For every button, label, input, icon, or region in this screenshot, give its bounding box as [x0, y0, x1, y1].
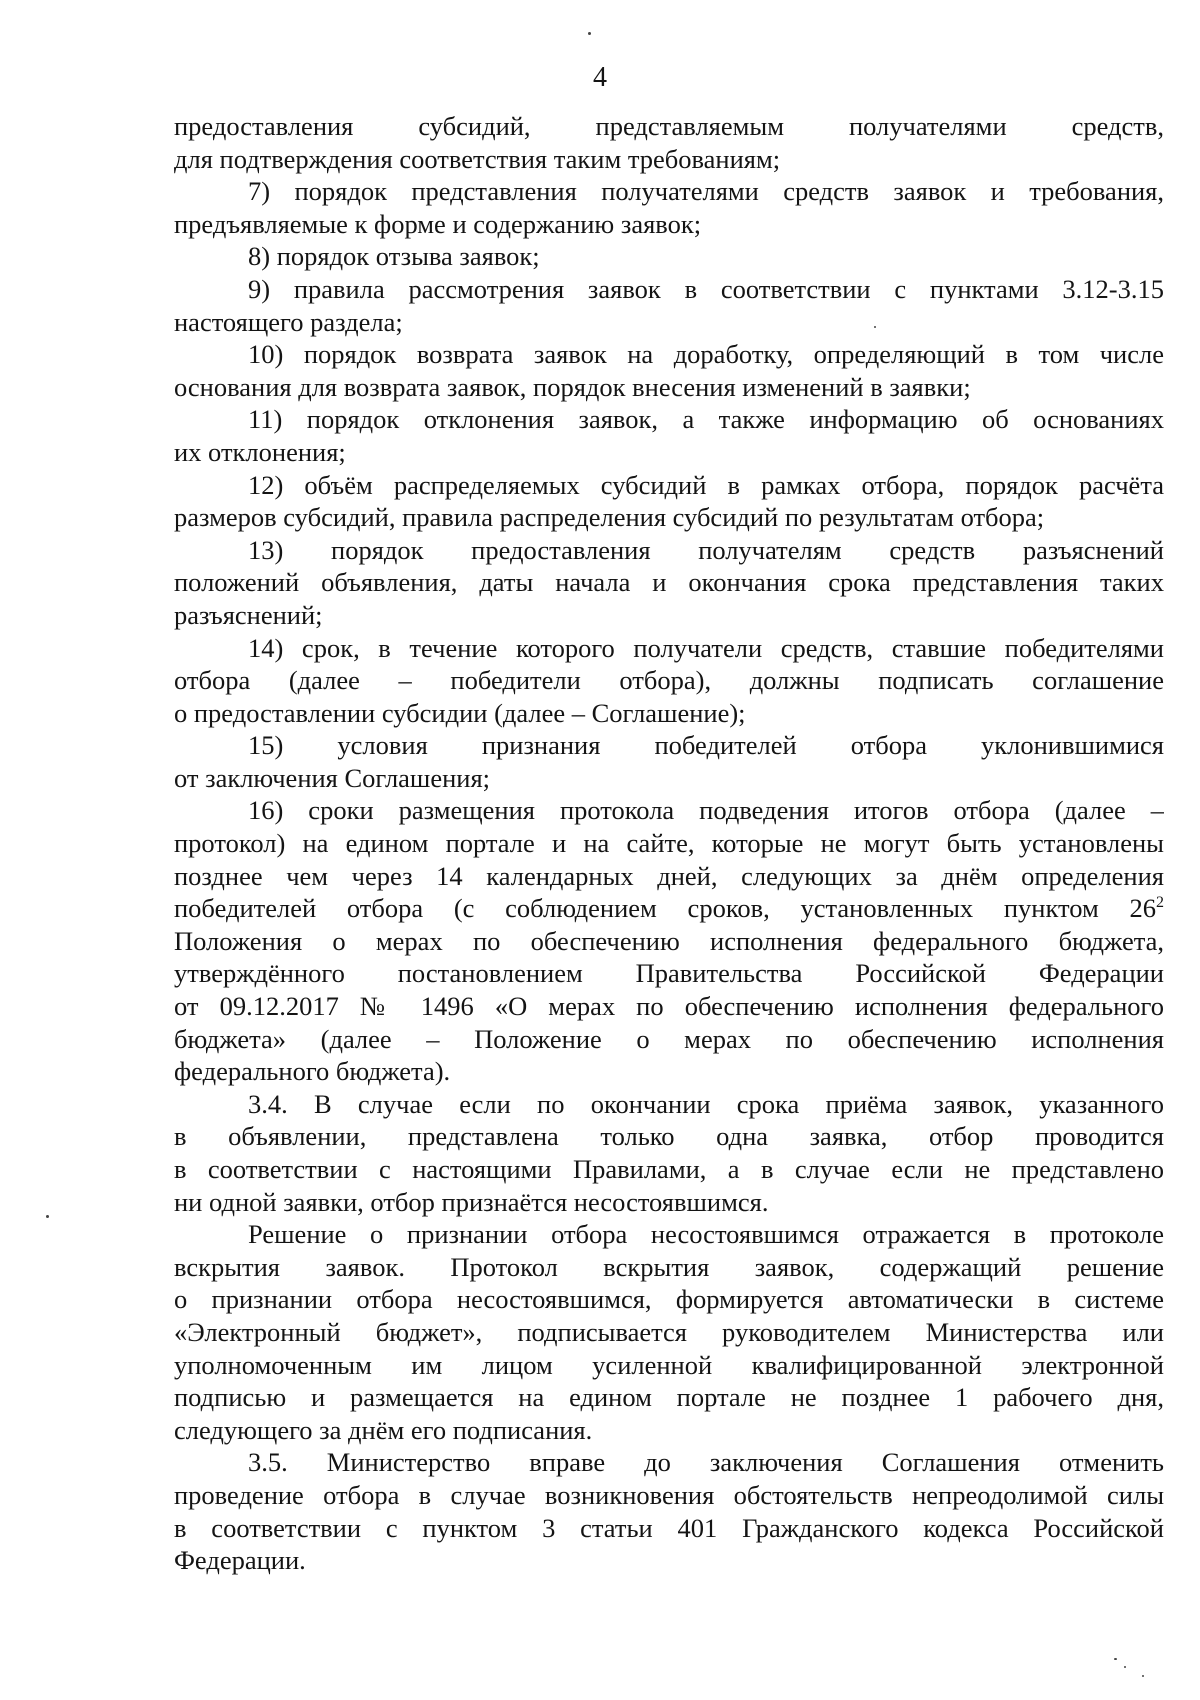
paragraph-item-16	[174, 794, 1164, 1087]
text-line: 9) правила рассмотрения заявок в соответствии с пунктами 3.12-3.15	[248, 273, 1164, 304]
text-line: их отклонения;	[174, 436, 346, 467]
paragraph-item-14	[174, 632, 1164, 730]
text-line: ни одной заявки, отбор признаётся несостоявшимся.	[174, 1186, 769, 1217]
text-line: предоставления субсидий, представляемым получателями средств,	[174, 111, 1164, 141]
paragraph-decision	[174, 1218, 1164, 1446]
text-line: позднее чем через 14 календарных дней, следующих за днём определения	[174, 860, 1164, 891]
paragraph-item-8	[174, 240, 1164, 273]
text-line: положений объявления, даты начала и окончания срока представления таких	[174, 567, 1164, 598]
text-line: 12) объём распределяемых субсидий в рамках отбора, порядок расчёта	[248, 469, 1164, 500]
text-line: 15) условия признания победителей отбора уклонившимися	[248, 730, 1164, 761]
text-line: бюджета» (далее – Положение о мерах по обеспечению исполнения	[174, 1023, 1164, 1054]
text-line: проведение отбора в случае возникновения обстоятельств непреодолимой силы	[174, 1479, 1164, 1510]
paragraph-item-13	[174, 534, 1164, 632]
text-line: в соответствии с пунктом 3 статьи 401 Гражданского кодекса Российской	[174, 1512, 1164, 1543]
text-line: Решение о признании отбора несостоявшимся отражается в протоколе	[248, 1219, 1164, 1250]
text-line: вскрытия заявок. Протокол вскрытия заявок, содержащий решение	[174, 1251, 1164, 1282]
text-line: предъявляемые к форме и содержанию заявок;	[174, 208, 702, 239]
text-line: 3.5. Министерство вправе до заключения Соглашения отменить	[248, 1447, 1164, 1478]
text-line: для подтверждения соответствия таким требованиям;	[174, 143, 781, 174]
text-line: о предоставлении субсидии (далее – Соглашение);	[174, 697, 746, 728]
text-line: подписью и размещается на едином портале не позднее 1 рабочего дня,	[174, 1382, 1164, 1413]
text-line: основания для возврата заявок, порядок внесения изменений в заявки;	[174, 371, 971, 402]
text-line: от 09.12.2017 № 1496 «О мерах по обеспечению исполнения федерального	[174, 991, 1164, 1022]
text-line: 10) порядок возврата заявок на доработку, определяющий в том числе	[248, 339, 1164, 370]
paragraph-item-11	[174, 403, 1164, 468]
text-line: 7) порядок представления получателями средств заявок и требования,	[248, 176, 1164, 207]
paragraph-item-10	[174, 338, 1164, 403]
paragraph-clause-3-5	[174, 1446, 1164, 1576]
superscript-mark: 2	[1156, 894, 1164, 912]
text-line: 8) порядок отзыва заявок;	[248, 241, 540, 272]
paragraph-item-7	[174, 175, 1164, 240]
text-line: Положения о мерах по обеспечению исполнения федерального бюджета,	[174, 925, 1164, 956]
text-line: в объявлении, представлена только одна заявка, отбор проводится	[174, 1121, 1164, 1152]
paragraph-item-12	[174, 469, 1164, 534]
text-line: в соответствии с настоящими Правилами, а в случае если не представлено	[174, 1154, 1164, 1184]
scan-speck	[588, 32, 591, 35]
text-line: 11) порядок отклонения заявок, а также информацию об основаниях	[248, 404, 1164, 435]
text-line: уполномоченным им лицом усиленной квалифицированной электронной	[174, 1349, 1164, 1380]
paragraph-continuation	[174, 110, 1164, 175]
text-line-with-superscript	[174, 892, 1164, 925]
scan-speck	[1124, 1666, 1126, 1668]
scan-speck	[1142, 1675, 1144, 1677]
page-number: 4	[593, 62, 607, 93]
text-line: 3.4. В случае если по окончании срока приёма заявок, указанного	[248, 1088, 1164, 1119]
scan-speck	[874, 326, 876, 328]
text-line: 16) сроки размещения протокола подведения итогов отбора (далее –	[248, 795, 1164, 826]
text-line: утверждённого постановлением Правительства Российской Федерации	[174, 958, 1164, 989]
text-line: Федерации.	[174, 1545, 306, 1576]
text-line: о признании отбора несостоявшимся, формируется автоматически в системе	[174, 1284, 1164, 1315]
scan-speck	[1114, 1658, 1117, 1660]
text-line: 14) срок, в течение которого получатели средств, ставшие победителями	[248, 632, 1164, 663]
text-line: отбора (далее – победители отбора), должны подписать соглашение	[174, 665, 1164, 696]
text-line: победителей отбора (с соблюдением сроков, установленных пунктом 26	[174, 893, 1156, 924]
paragraph-item-15	[174, 729, 1164, 794]
text-line: настоящего раздела;	[174, 306, 403, 337]
text-line: федерального бюджета).	[174, 1056, 451, 1087]
text-line: протокол) на едином портале и на сайте, которые не могут быть установлены	[174, 828, 1164, 859]
scan-speck	[46, 1215, 49, 1218]
text-line: «Электронный бюджет», подписывается руководителем Министерства или	[174, 1316, 1164, 1347]
text-line: от заключения Соглашения;	[174, 762, 491, 793]
paragraph-item-9	[174, 273, 1164, 338]
text-line: 13) порядок предоставления получателям средств разъяснений	[248, 534, 1164, 565]
text-line: разъяснений;	[174, 599, 323, 630]
text-line: следующего за днём его подписания.	[174, 1414, 593, 1445]
document-body	[174, 110, 1164, 1577]
text-line: размеров субсидий, правила распределения субсидий по результатам отбора;	[174, 502, 1045, 533]
paragraph-clause-3-4	[174, 1088, 1164, 1218]
